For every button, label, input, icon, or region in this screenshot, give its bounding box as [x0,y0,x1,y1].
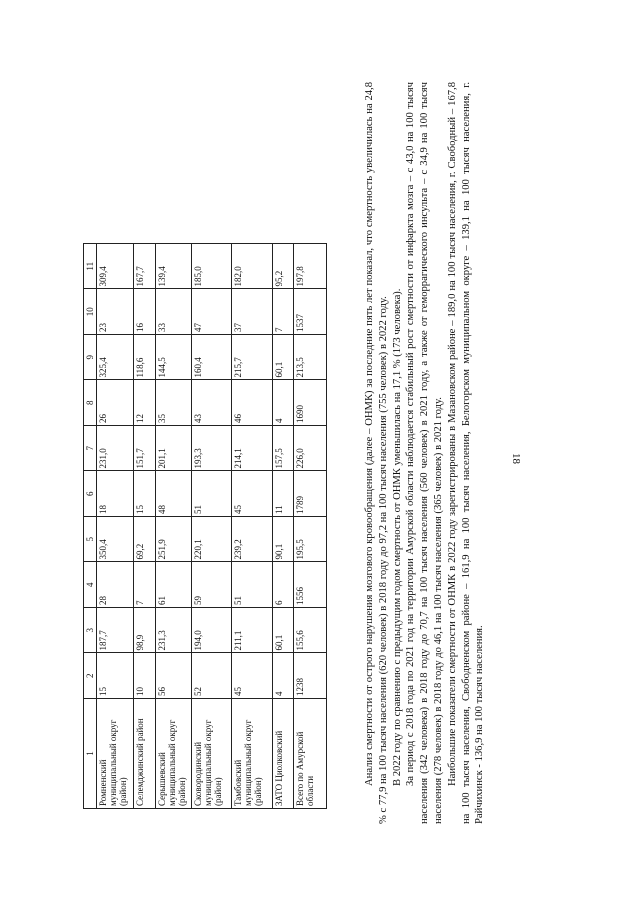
value-cell: 51 [232,562,273,608]
value-cell: 211,1 [232,608,273,654]
value-cell: 52 [192,653,232,699]
paragraph: Наибольшие показатели смертности от ОНМК в 2022 году зарегистрированы в Мазановском районе – 189,0 на 100 тысяч населения, г. Свободный – 167,8 на 100 тысяч населения, Свободненском районе – 161,9 на 100 тысяч населения, Белогорском муниципальном округе – 139,1 на 100 тысяч населения, г. Райчихинск - 136,9 на 100 тысяч населения. [446,82,486,824]
value-cell: 37 [232,289,273,335]
value-cell: 61 [156,562,192,608]
value-cell: 231,0 [97,426,134,472]
district-name-cell: Ромненский муниципальный округ (район) [97,699,134,809]
table-row [232,244,273,809]
value-cell: 95,2 [273,244,294,290]
value-cell: 226,0 [294,426,327,472]
district-name-cell: ЗАТО Циолковский [273,699,294,809]
table-row [192,244,232,809]
table-row [134,244,156,809]
value-cell: 7 [134,562,156,608]
table-row [273,244,294,809]
value-cell: 155,6 [294,608,327,654]
value-cell: 151,7 [134,426,156,472]
value-cell: 239,2 [232,517,273,563]
value-cell: 325,4 [97,335,134,381]
value-cell: 215,7 [232,335,273,381]
header-cell: 6 [84,471,97,517]
value-cell: 231,3 [156,608,192,654]
header-cell: 7 [84,426,97,472]
district-name-cell: Сковородинский муниципальный округ (район) [192,699,232,809]
mortality-table [83,243,327,809]
value-cell: 60,1 [273,335,294,381]
header-cell: 10 [84,289,97,335]
value-cell: 46 [232,380,273,426]
district-name-cell: Селемджинский район [134,699,156,809]
value-cell: 28 [97,562,134,608]
value-cell: 69,2 [134,517,156,563]
value-cell: 56 [156,653,192,699]
value-cell: 194,0 [192,608,232,654]
value-cell: 26 [97,380,134,426]
district-name-cell: Серышевский муниципальный округ (район) [156,699,192,809]
value-cell: 139,4 [156,244,192,290]
value-cell: 251,9 [156,517,192,563]
value-cell: 201,1 [156,426,192,472]
header-cell: 4 [84,562,97,608]
value-cell: 4 [273,653,294,699]
table-row [294,244,327,809]
value-cell: 1537 [294,289,327,335]
value-cell: 15 [134,471,156,517]
value-cell: 350,4 [97,517,134,563]
header-cell: 1 [84,699,97,809]
value-cell: 157,5 [273,426,294,472]
value-cell: 12 [134,380,156,426]
value-cell: 43 [192,380,232,426]
value-cell: 309,4 [97,244,134,290]
paragraph: В 2022 году по сравнению с предыдущим годом смертность от ОНМК уменьшилась на 17,1 % (173 человека). [391,288,403,786]
value-cell: 60,1 [273,608,294,654]
value-cell: 98,9 [134,608,156,654]
table-row [97,244,134,809]
value-cell: 18 [97,471,134,517]
table-row [156,244,192,809]
value-cell: 1556 [294,562,327,608]
value-cell: 59 [192,562,232,608]
value-cell: 4 [273,380,294,426]
value-cell: 15 [97,653,134,699]
table-header-row [84,244,97,809]
value-cell: 182,0 [232,244,273,290]
header-cell: 9 [84,335,97,381]
value-cell: 185,0 [192,244,232,290]
value-cell: 51 [192,471,232,517]
paragraph: Анализ смертности от острого нарушения мозгового кровообращения (далее – ОНМК) за последние пять лет показал, что смертность увеличилась на 24,8 % с 77,9 на 100 тысяч населения (620 человек) в 2018 году до 97,2 на 100 тысяч населения (755 человек) в 2022 году. [364,82,389,824]
value-cell: 6 [273,562,294,608]
value-cell: 197,8 [294,244,327,290]
value-cell: 11 [273,471,294,517]
value-cell: 35 [156,380,192,426]
header-cell: 5 [84,517,97,563]
paragraph: За период с 2018 года по 2021 год на территории Амурской области наблюдается стабильный рост смертности от инфаркта мозга – с 43,0 на 100 тысяч населения (342 человека) в 2018 году до 70,7 на 100 тысяч населения (560 человек) в 2021 году, а также от геморрагического инсульта – с 34,9 на 100 тысяч населения (278 человек) в 2018 году до 46,1 на 100 тысяч населения (365 человек) в 2021 году. [405,82,444,824]
value-cell: 47 [192,289,232,335]
header-cell: 11 [84,244,97,290]
analysis-text [363,82,487,824]
header-cell: 8 [84,380,97,426]
value-cell: 167,7 [134,244,156,290]
value-cell: 7 [273,289,294,335]
header-cell: 3 [84,608,97,654]
value-cell: 16 [134,289,156,335]
value-cell: 220,1 [192,517,232,563]
value-cell: 214,1 [232,426,273,472]
district-name-cell: Всего по Амурской области [294,699,327,809]
value-cell: 144,5 [156,335,192,381]
value-cell: 193,3 [192,426,232,472]
value-cell: 1690 [294,380,327,426]
value-cell: 45 [232,653,273,699]
page-number: 18 [510,453,522,464]
value-cell: 10 [134,653,156,699]
value-cell: 187,7 [97,608,134,654]
header-cell: 2 [84,653,97,699]
value-cell: 213,5 [294,335,327,381]
value-cell: 1238 [294,653,327,699]
district-name-cell: Тамбовский муниципальный округ (район) [232,699,273,809]
value-cell: 1789 [294,471,327,517]
value-cell: 195,5 [294,517,327,563]
value-cell: 23 [97,289,134,335]
value-cell: 118,6 [134,335,156,381]
value-cell: 48 [156,471,192,517]
value-cell: 33 [156,289,192,335]
value-cell: 45 [232,471,273,517]
value-cell: 160,4 [192,335,232,381]
value-cell: 90,1 [273,517,294,563]
